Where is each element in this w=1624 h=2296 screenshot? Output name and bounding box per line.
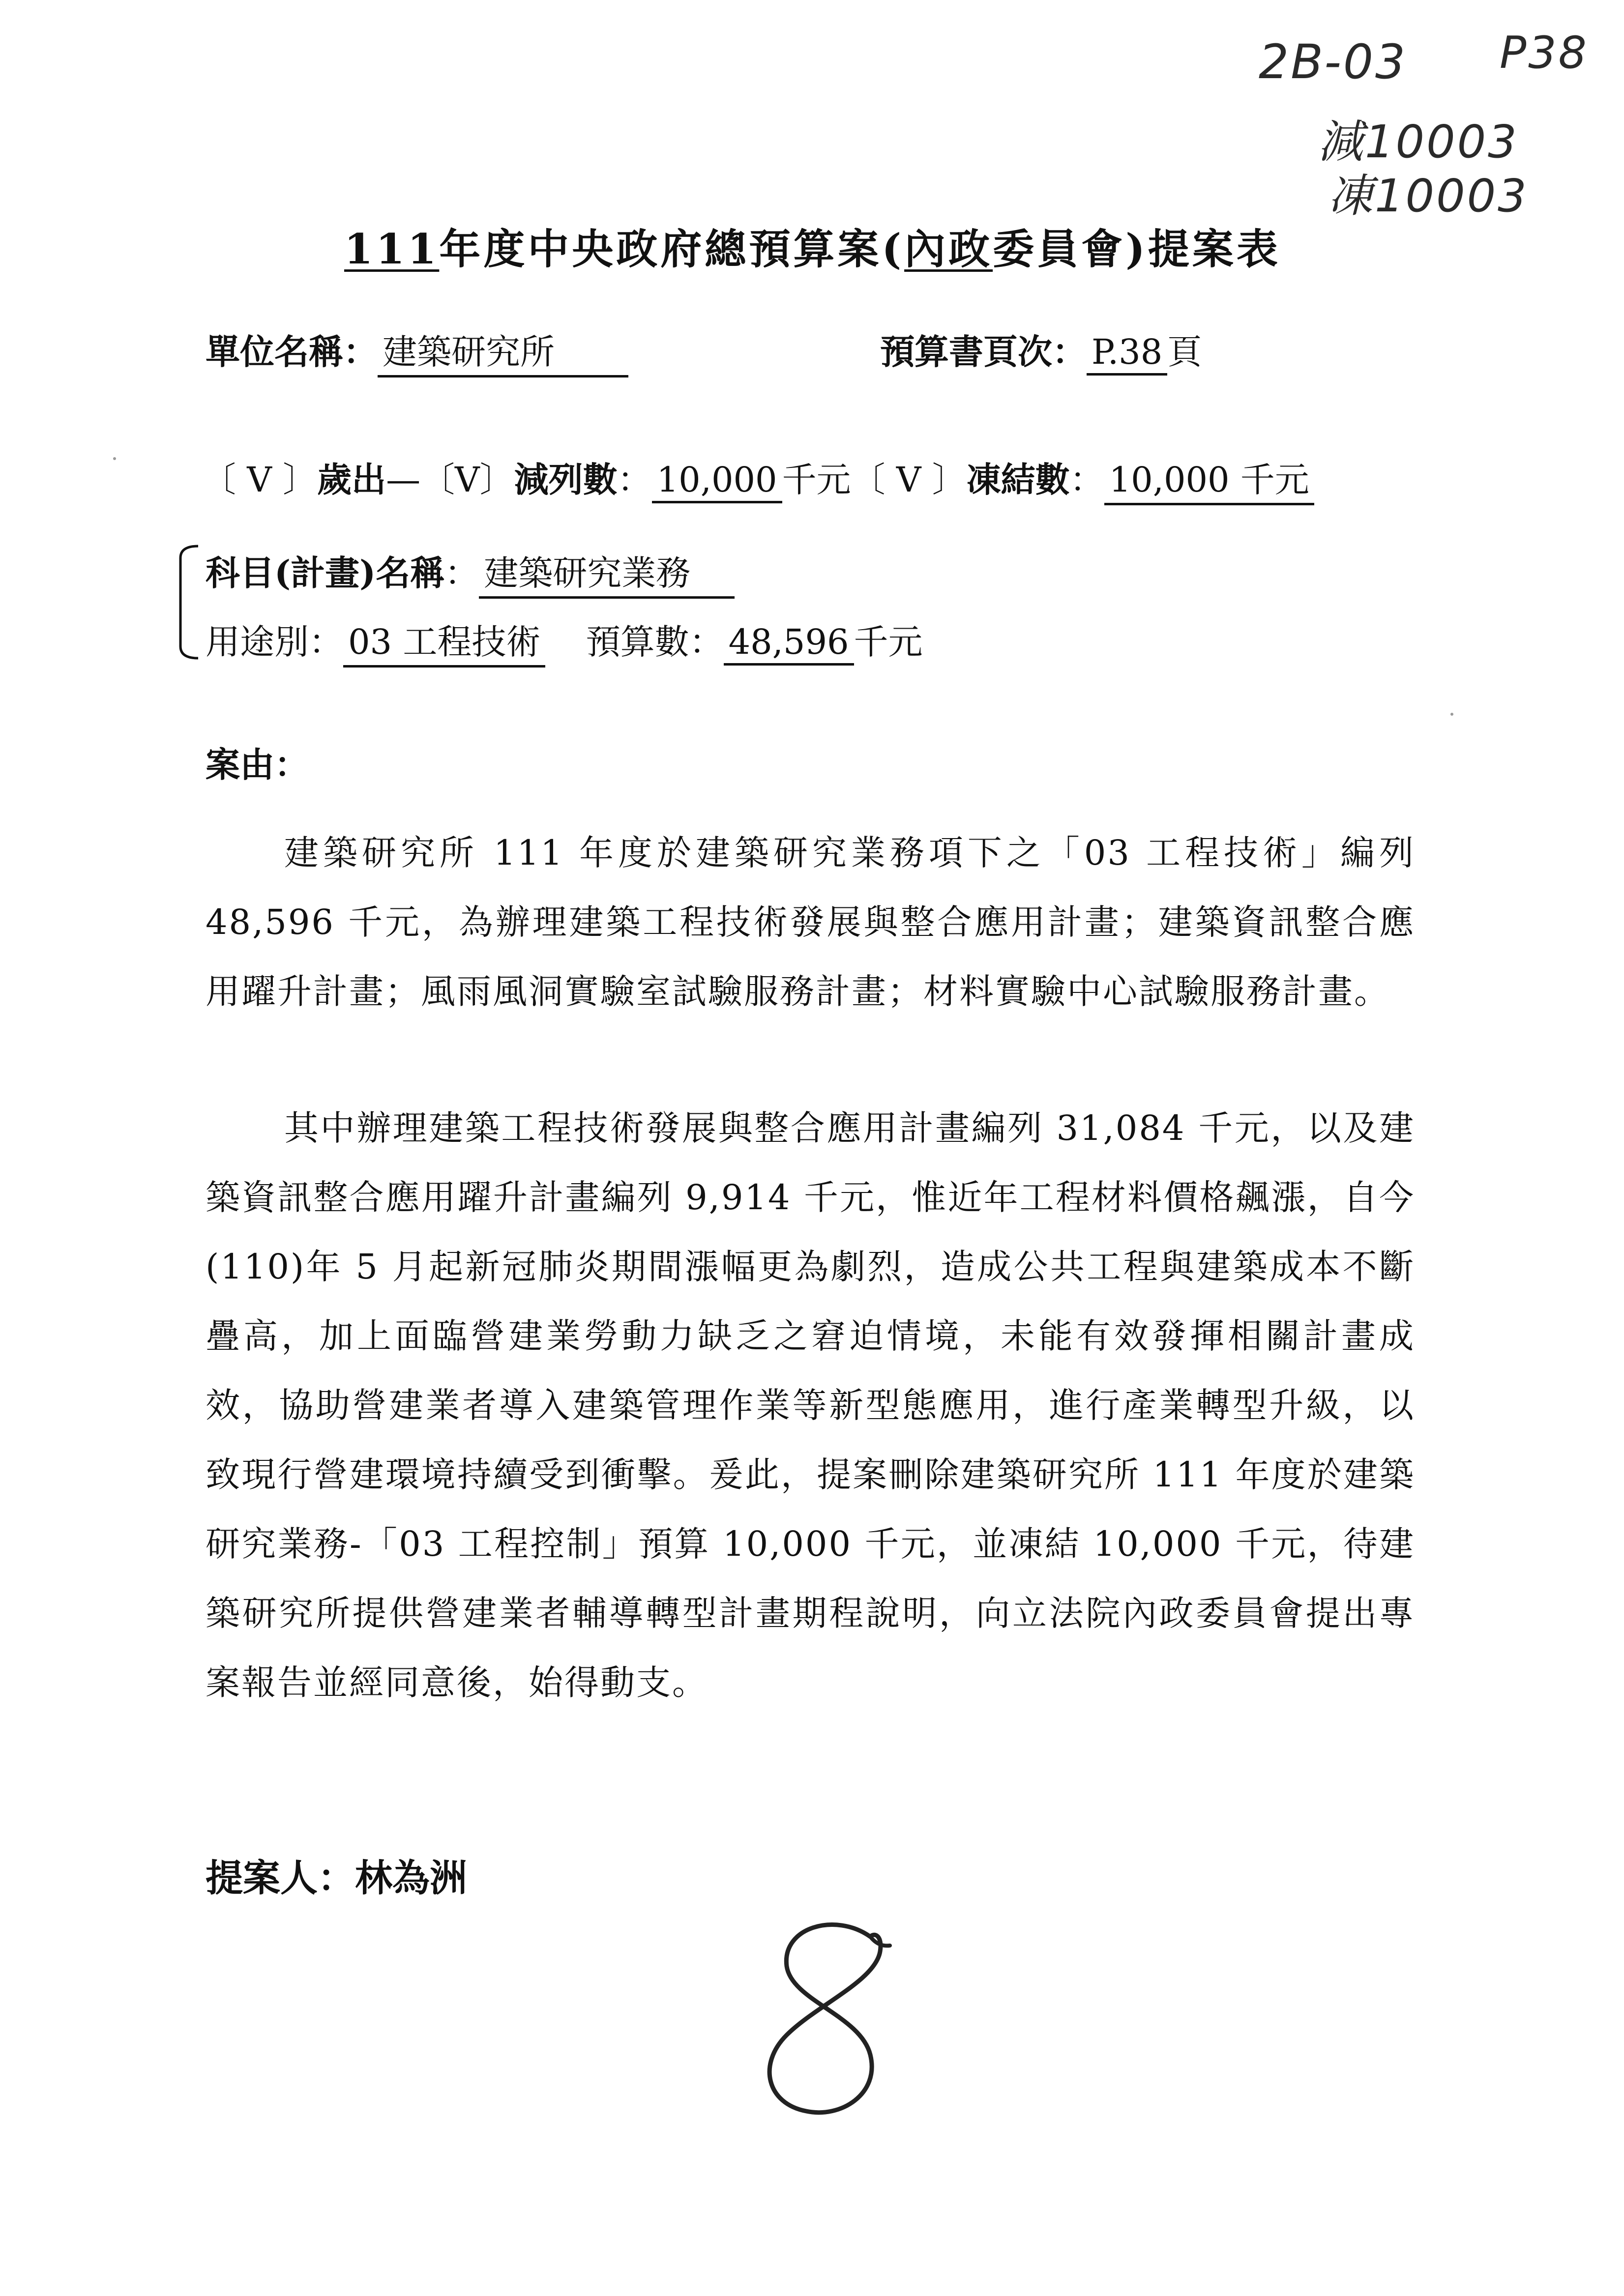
proposer	[206, 1848, 467, 1902]
budget-page-suffix: 頁	[1167, 332, 1202, 372]
subject-row	[206, 546, 735, 599]
handwritten-page-ref: P38	[1500, 27, 1589, 79]
subject-value: 建築研究業務	[479, 546, 735, 599]
reduce-label: 減列數	[514, 459, 618, 500]
freeze-label: 凍結數	[966, 459, 1070, 500]
bracket-decoration	[175, 543, 199, 661]
unit-row	[206, 324, 628, 378]
usage-value: 03 工程技術	[343, 614, 545, 668]
reason-paragraph-1: 建築研究所 111 年度於建築研究業務項下之「03 工程技術」編列 48,596 千元，為辦理建築工程技術發展與整合應用計畫；建築資訊整合應用躍升計畫；風雨風洞實驗室試驗服務計畫；材料實驗中心試驗服務計畫。	[206, 833, 1415, 1012]
handwritten-reduce-note: 減10003	[1318, 116, 1519, 168]
proposer-label: 提案人：	[206, 1856, 355, 1900]
usage-row	[206, 614, 923, 668]
unit-label: 單位名稱：	[206, 331, 378, 372]
handwritten-number	[747, 1917, 910, 2123]
reduce-colon: ：	[617, 460, 652, 500]
handwritten-code: 2B-03	[1259, 34, 1408, 89]
subject-label: 科目(計畫)名稱	[206, 552, 445, 593]
reduce-checkbox: 〔V〕	[420, 460, 514, 500]
scan-speck	[113, 457, 116, 460]
reduce-value: 10,000	[652, 460, 782, 503]
freeze-colon: ：	[1069, 460, 1104, 500]
title-part2: 委員會)提案表	[993, 225, 1281, 273]
reason-heading: 案由：	[206, 744, 309, 785]
budget-page-value: P.38	[1087, 332, 1167, 376]
reason-paragraph-2: 其中辦理建築工程技術發展與整合應用計畫編列 31,084 千元，以及建築資訊整合應用躍升計畫編列 9,914 千元，惟近年工程材料價格飆漲，自今(110)年 5 月起新冠肺炎期間漲幅更為劇烈，造成公共工程與建築成本不斷疊高，加上面臨營建業勞動力缺乏之窘迫情境，未能有效發揮相關計畫成效，協助營建業者導入建築管理作業等新型態應用，進行產業轉型升級，以致現行營建環境持續受到衝擊。爰此，提案刪除建築研究所 111 年度於建築研究業務-「03 工程控制」預算 10,000 千元，並凍結 10,000 千元，待建築研究所提供營建業者輔導轉型計畫期程說明，向立法院內政委員會提出專案報告並經同意後，始得動支。	[206, 1108, 1415, 1703]
amount-row	[202, 452, 1314, 505]
title-committee: 內政	[904, 225, 993, 273]
title-part1: 年度中央政府總預算案(	[439, 225, 905, 273]
budget-amount-label: 預算數：	[586, 622, 724, 662]
expenditure-checkbox: 〔 V 〕	[202, 460, 318, 500]
scan-speck	[1450, 713, 1453, 716]
unit-value: 建築研究所	[378, 324, 628, 378]
subject-colon: ：	[444, 553, 479, 593]
amount-dash: —	[386, 460, 421, 500]
usage-label: 用途別：	[206, 622, 343, 662]
freeze-value: 10,000 千元	[1104, 452, 1314, 505]
budget-page-row	[880, 324, 1202, 376]
proposer-name: 林為洲	[355, 1856, 467, 1900]
budget-amount-value: 48,596	[724, 622, 854, 666]
reduce-unit: 千元	[782, 460, 851, 500]
freeze-checkbox: 〔 V 〕	[851, 460, 967, 500]
budget-amount-unit: 千元	[854, 622, 923, 662]
budget-page-label: 預算書頁次：	[880, 331, 1087, 372]
page-title	[344, 216, 1281, 276]
expenditure-label: 歲出	[317, 459, 386, 500]
handwritten-freeze-note: 凍10003	[1328, 170, 1529, 222]
title-year: 111	[344, 225, 440, 273]
